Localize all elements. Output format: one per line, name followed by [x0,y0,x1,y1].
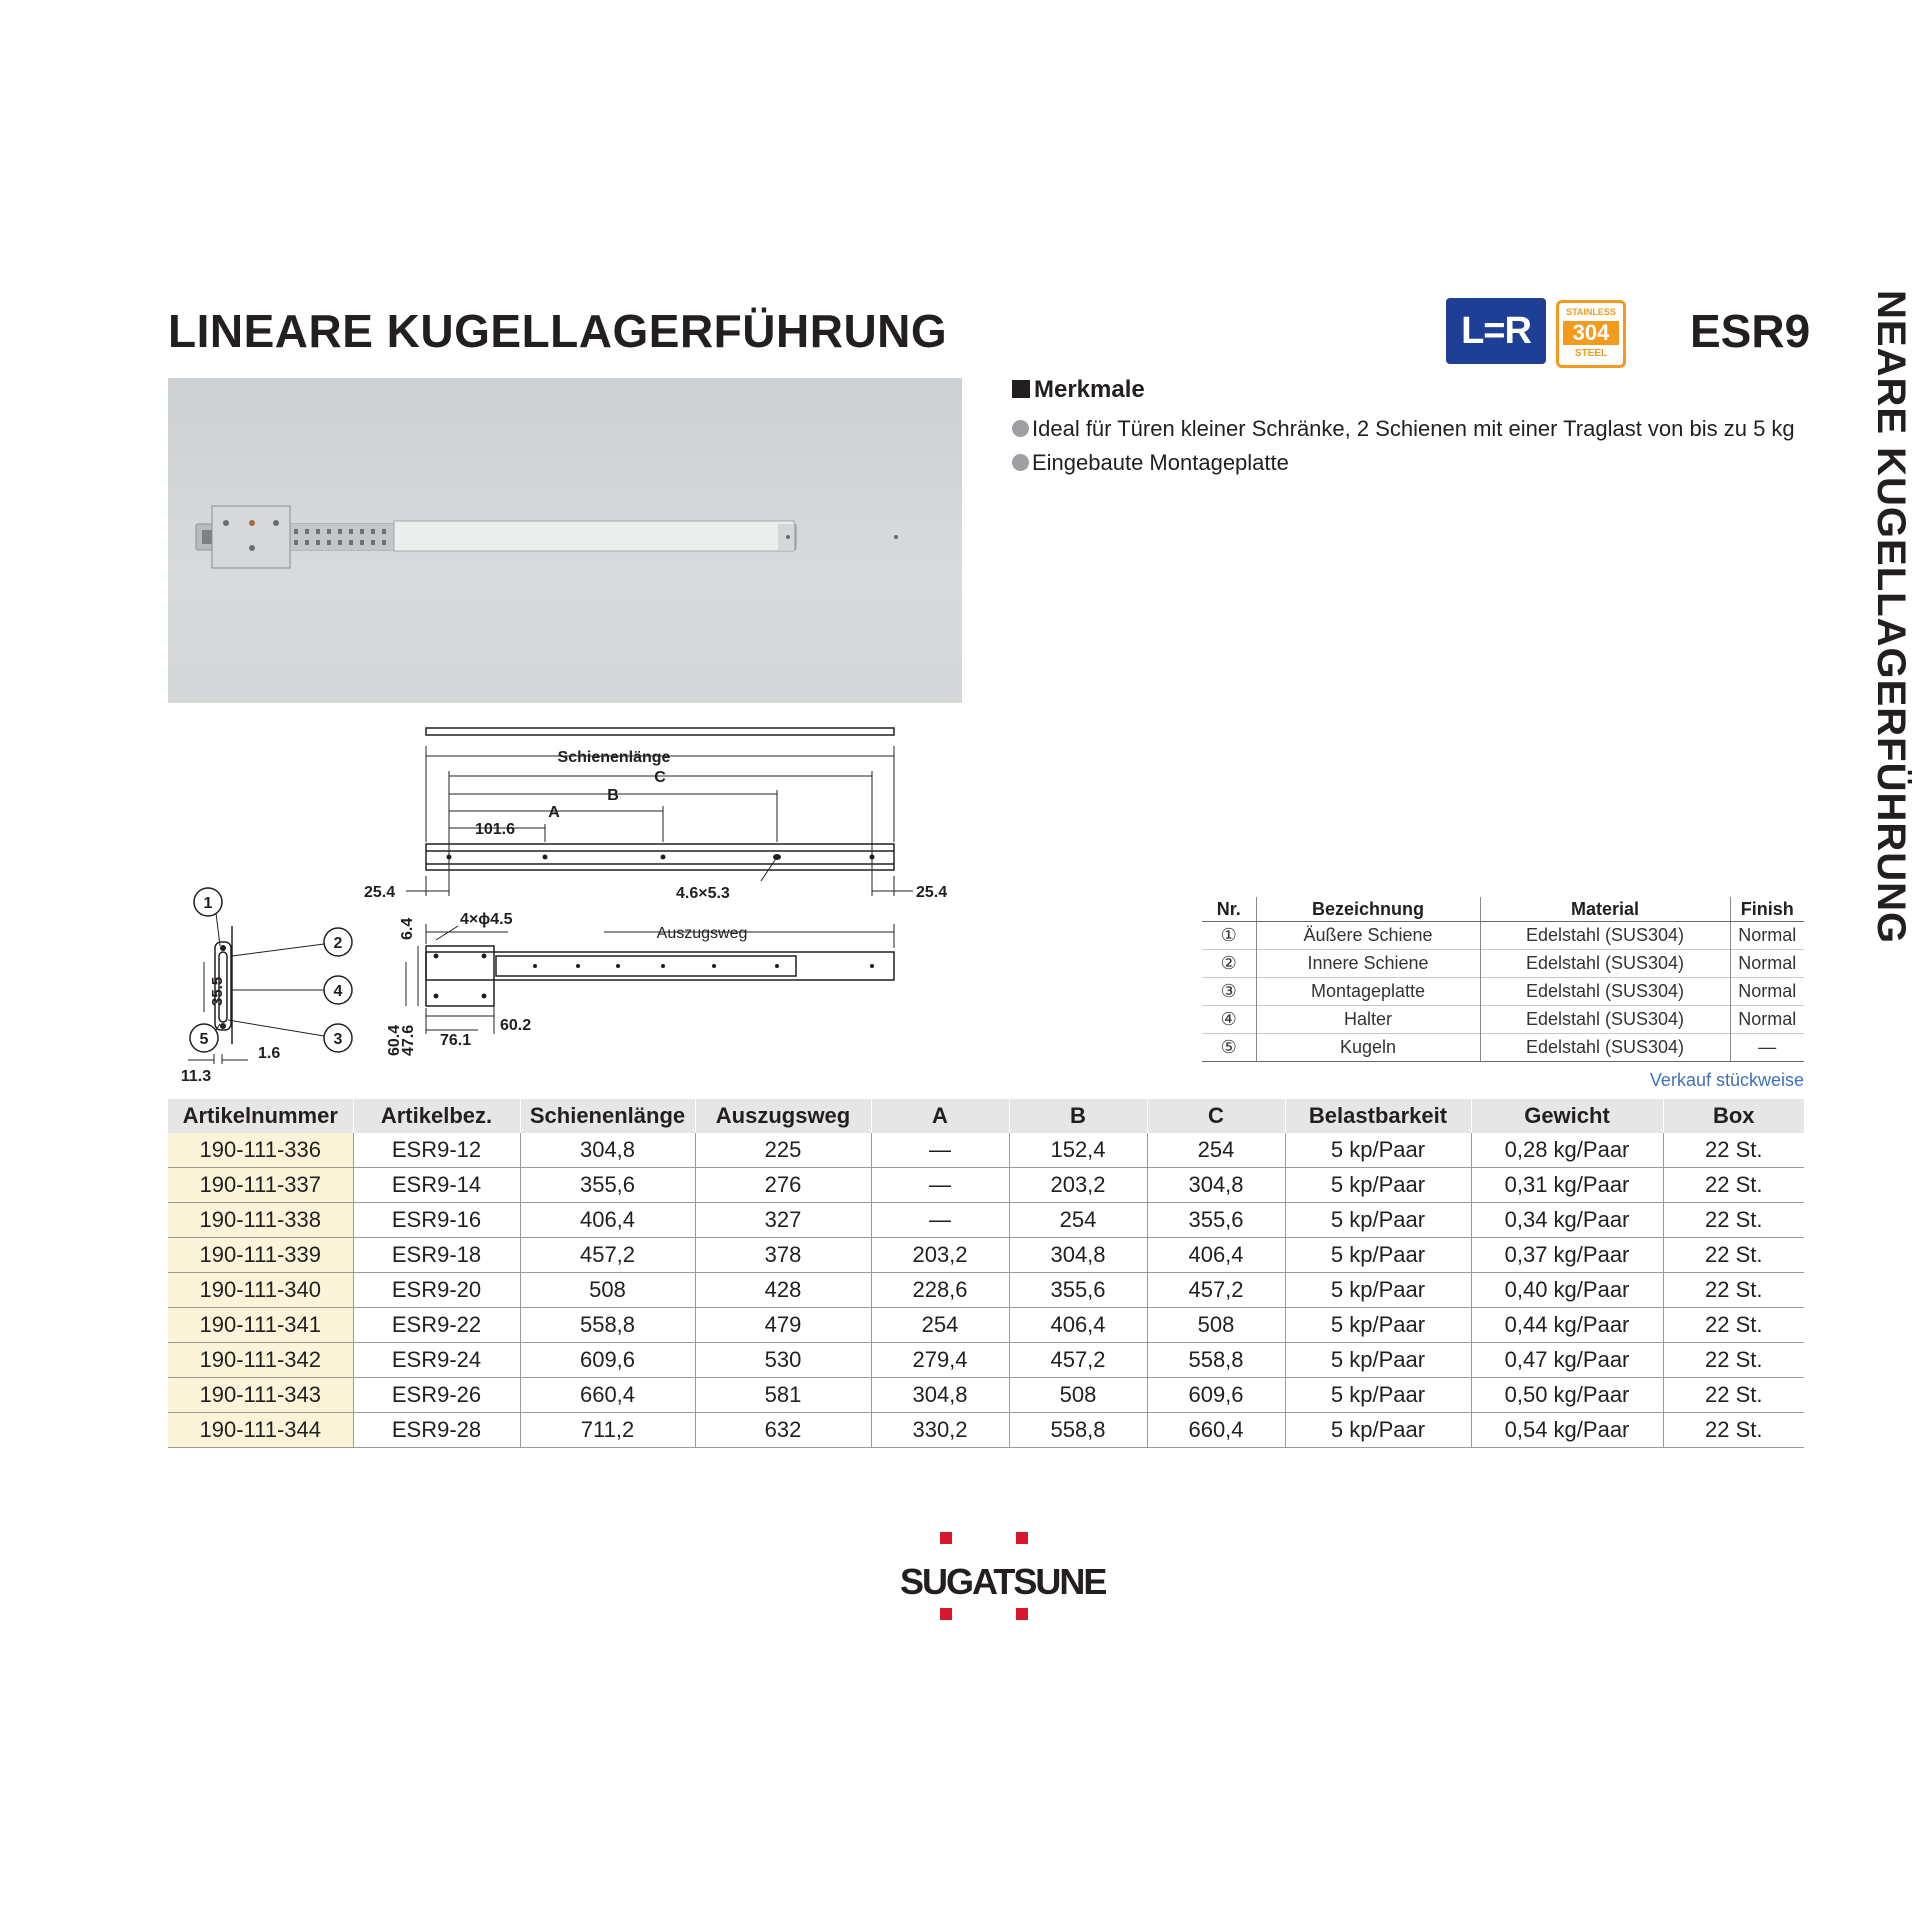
col-bezeichnung: Bezeichnung [1256,897,1480,922]
cell-b: 304,8 [1009,1238,1147,1273]
part-nr: ⑤ [1202,1034,1256,1062]
part-name: Äußere Schiene [1256,922,1480,950]
rail-holes [447,854,875,860]
part-material: Edelstahl (SUS304) [1480,922,1730,950]
dim-b: B [607,787,619,804]
col-box: Box [1663,1099,1804,1133]
cell-c: 609,6 [1147,1378,1285,1413]
product-row [168,1308,1804,1343]
part-name: Halter [1256,1006,1480,1034]
cell-box: 22 St. [1663,1378,1804,1413]
logo-square [1016,1532,1028,1544]
cell-artikelnummer: 190-111-343 [168,1378,353,1413]
cell-box: 22 St. [1663,1343,1804,1378]
cell-artikelnummer: 190-111-341 [168,1308,353,1343]
dim-101-6: 101.6 [474,821,516,838]
cell-gewicht: 0,47 kg/Paar [1471,1343,1663,1378]
cell-gewicht: 0,28 kg/Paar [1471,1133,1663,1168]
col-c: C [1147,1099,1285,1133]
cell-belastbarkeit: 5 kp/Paar [1285,1308,1471,1343]
dim-60-4: 60.4 [386,1024,403,1056]
cell-artikelnummer: 190-111-339 [168,1238,353,1273]
cell-a: 254 [871,1308,1009,1343]
col-material: Material [1480,897,1730,922]
cell-a: 304,8 [871,1378,1009,1413]
cell-schienenlaenge: 660,4 [520,1378,695,1413]
cell-a: 203,2 [871,1238,1009,1273]
dim-60-2: 60.2 [500,1017,532,1034]
part-nr: ② [1202,950,1256,978]
callout-5: 5 [199,1031,209,1048]
side-tab-label: NEARE KUGELLAGERFÜHRUNG [1869,290,1913,945]
cell-artikelbez: ESR9-20 [353,1273,520,1308]
cell-artikelbez: ESR9-12 [353,1133,520,1168]
slide-rail-image [168,378,962,703]
product-table [168,1099,1804,1448]
cell-belastbarkeit: 5 kp/Paar [1285,1413,1471,1448]
dim-11-3: 11.3 [180,1068,212,1085]
product-row [168,1273,1804,1308]
cell-auszugsweg: 581 [695,1378,871,1413]
bullet-dot-icon [1012,420,1029,437]
cell-b: 508 [1009,1378,1147,1413]
square-bullet-icon [1012,380,1030,398]
col-b: B [1009,1099,1147,1133]
cell-auszugsweg: 428 [695,1273,871,1308]
callout-3: 3 [333,1031,343,1048]
cell-b: 203,2 [1009,1168,1147,1203]
product-row [168,1343,1804,1378]
cell-gewicht: 0,40 kg/Paar [1471,1273,1663,1308]
cell-auszugsweg: 378 [695,1238,871,1273]
cell-a: 330,2 [871,1413,1009,1448]
cell-c: 406,4 [1147,1238,1285,1273]
cell-gewicht: 0,34 kg/Paar [1471,1203,1663,1238]
cell-c: 457,2 [1147,1273,1285,1308]
cell-schienenlaenge: 406,4 [520,1203,695,1238]
cell-schienenlaenge: 457,2 [520,1238,695,1273]
col-gewicht: Gewicht [1471,1099,1663,1133]
product-row [168,1203,1804,1238]
col-belastbarkeit: Belastbarkeit [1285,1099,1471,1133]
features-heading [1012,376,1145,404]
steel-badge-grade: 304 [1563,321,1619,345]
dim-holes: 4×ϕ4.5 [460,911,513,928]
parts-header-row [1202,897,1804,922]
dim-47-6: 47.6 [400,1024,417,1056]
col-artikelnummer: Artikelnummer [168,1099,353,1133]
cell-b: 254 [1009,1203,1147,1238]
part-material: Edelstahl (SUS304) [1480,1034,1730,1062]
part-finish: Normal [1730,922,1804,950]
dim-35-5: 35.5 [209,976,226,1006]
cell-box: 22 St. [1663,1168,1804,1203]
cell-gewicht: 0,37 kg/Paar [1471,1238,1663,1273]
cell-schienenlaenge: 558,8 [520,1308,695,1343]
logo-square [940,1608,952,1620]
lr-badge-label: L=R [1461,310,1531,352]
cell-artikelbez: ESR9-26 [353,1378,520,1413]
cell-a: — [871,1168,1009,1203]
cell-artikelnummer: 190-111-340 [168,1273,353,1308]
col-auszugsweg: Auszugsweg [695,1099,871,1133]
technical-drawing [168,716,968,1086]
feature-item [1012,450,1289,476]
cell-schienenlaenge: 711,2 [520,1413,695,1448]
cell-a: — [871,1203,1009,1238]
part-name: Innere Schiene [1256,950,1480,978]
dim-25-4-left: 25.4 [364,884,396,901]
cell-auszugsweg: 530 [695,1343,871,1378]
cell-box: 22 St. [1663,1413,1804,1448]
col-artikelbez: Artikelbez. [353,1099,520,1133]
cell-c: 508 [1147,1308,1285,1343]
parts-row [1202,978,1804,1006]
stainless-steel-304-badge [1556,300,1626,368]
cell-c: 304,8 [1147,1168,1285,1203]
part-finish: Normal [1730,978,1804,1006]
cell-a: 279,4 [871,1343,1009,1378]
dim-6-4: 6.4 [399,917,416,940]
cell-schienenlaenge: 304,8 [520,1133,695,1168]
cell-belastbarkeit: 5 kp/Paar [1285,1168,1471,1203]
cell-belastbarkeit: 5 kp/Paar [1285,1343,1471,1378]
cell-gewicht: 0,54 kg/Paar [1471,1413,1663,1448]
dim-c: C [654,769,666,786]
cell-auszugsweg: 327 [695,1203,871,1238]
cell-gewicht: 0,44 kg/Paar [1471,1308,1663,1343]
cell-c: 254 [1147,1133,1285,1168]
cell-belastbarkeit: 5 kp/Paar [1285,1133,1471,1168]
cell-artikelbez: ESR9-22 [353,1308,520,1343]
col-finish: Finish [1730,897,1804,922]
cell-box: 22 St. [1663,1203,1804,1238]
cell-schienenlaenge: 355,6 [520,1168,695,1203]
parts-row [1202,922,1804,950]
parts-table [1202,897,1804,1062]
cell-c: 355,6 [1147,1203,1285,1238]
parts-row [1202,1006,1804,1034]
part-nr: ④ [1202,1006,1256,1034]
dim-1-6: 1.6 [258,1045,281,1062]
cell-artikelbez: ESR9-28 [353,1413,520,1448]
part-nr: ① [1202,922,1256,950]
part-finish: — [1730,1034,1804,1062]
cell-box: 22 St. [1663,1273,1804,1308]
cell-artikelnummer: 190-111-344 [168,1413,353,1448]
cell-gewicht: 0,50 kg/Paar [1471,1378,1663,1413]
page-title: LINEARE KUGELLAGERFÜHRUNG [168,305,948,357]
cell-artikelbez: ESR9-24 [353,1343,520,1378]
col-schienenlaenge: Schienenlänge [520,1099,695,1133]
dim-a: A [548,804,560,821]
lr-symmetric-badge [1446,298,1546,364]
part-name: Montageplatte [1256,978,1480,1006]
cell-box: 22 St. [1663,1238,1804,1273]
product-row [168,1378,1804,1413]
callout-1: 1 [203,895,213,912]
brand-name: SUGATSUNE [900,1561,1106,1602]
feature-text: Ideal für Türen kleiner Schränke, 2 Schienen mit einer Traglast von bis zu 5 kg [1032,416,1795,441]
product-row [168,1413,1804,1448]
cell-b: 558,8 [1009,1413,1147,1448]
parts-row [1202,950,1804,978]
dim-extension: Auszugsweg [656,925,748,942]
part-finish: Normal [1730,1006,1804,1034]
callout-4: 4 [333,983,343,1000]
col-nr: Nr. [1202,897,1256,922]
cell-belastbarkeit: 5 kp/Paar [1285,1203,1471,1238]
col-a: A [871,1099,1009,1133]
features-heading-text: Merkmale [1034,376,1145,403]
dim-25-4-right: 25.4 [916,884,948,901]
model-code: ESR9 [1690,305,1811,357]
feature-text: Eingebaute Montageplatte [1032,450,1289,475]
logo-square [1016,1608,1028,1620]
part-nr: ③ [1202,978,1256,1006]
cell-auszugsweg: 225 [695,1133,871,1168]
sales-note: Verkauf stückweise [1649,1070,1804,1090]
part-material: Edelstahl (SUS304) [1480,950,1730,978]
product-row [168,1238,1804,1273]
part-material: Edelstahl (SUS304) [1480,1006,1730,1034]
cell-c: 558,8 [1147,1343,1285,1378]
cell-b: 355,6 [1009,1273,1147,1308]
cell-artikelnummer: 190-111-338 [168,1203,353,1238]
callout-2: 2 [333,935,343,952]
cell-artikelnummer: 190-111-342 [168,1343,353,1378]
sugatsune-logo [900,1528,1106,1618]
cell-artikelbez: ESR9-16 [353,1203,520,1238]
part-material: Edelstahl (SUS304) [1480,978,1730,1006]
steel-badge-top: STAINLESS [1566,307,1616,317]
part-name: Kugeln [1256,1034,1480,1062]
product-row [168,1168,1804,1203]
product-row [168,1133,1804,1168]
cell-box: 22 St. [1663,1308,1804,1343]
cell-gewicht: 0,31 kg/Paar [1471,1168,1663,1203]
cell-box: 22 St. [1663,1133,1804,1168]
cell-artikelbez: ESR9-18 [353,1238,520,1273]
dim-rail-length: Schienenlänge [557,749,671,766]
product-photo [168,378,962,703]
steel-badge-bottom: STEEL [1574,348,1608,359]
cell-belastbarkeit: 5 kp/Paar [1285,1378,1471,1413]
cell-belastbarkeit: 5 kp/Paar [1285,1238,1471,1273]
cell-c: 660,4 [1147,1413,1285,1448]
cell-artikelnummer: 190-111-337 [168,1168,353,1203]
cell-auszugsweg: 632 [695,1413,871,1448]
cell-b: 152,4 [1009,1133,1147,1168]
cell-a: — [871,1133,1009,1168]
cell-b: 457,2 [1009,1343,1147,1378]
bullet-dot-icon [1012,454,1029,471]
part-finish: Normal [1730,950,1804,978]
dim-76-1: 76.1 [440,1032,472,1049]
cell-a: 228,6 [871,1273,1009,1308]
cell-artikelbez: ESR9-14 [353,1168,520,1203]
parts-row [1202,1034,1804,1062]
cell-auszugsweg: 276 [695,1168,871,1203]
cell-b: 406,4 [1009,1308,1147,1343]
cell-belastbarkeit: 5 kp/Paar [1285,1273,1471,1308]
feature-item [1012,416,1795,442]
logo-square [940,1532,952,1544]
cell-artikelnummer: 190-111-336 [168,1133,353,1168]
cell-schienenlaenge: 609,6 [520,1343,695,1378]
dim-slot: 4.6×5.3 [676,885,730,902]
cell-auszugsweg: 479 [695,1308,871,1343]
product-header-row [168,1099,1804,1133]
cell-schienenlaenge: 508 [520,1273,695,1308]
